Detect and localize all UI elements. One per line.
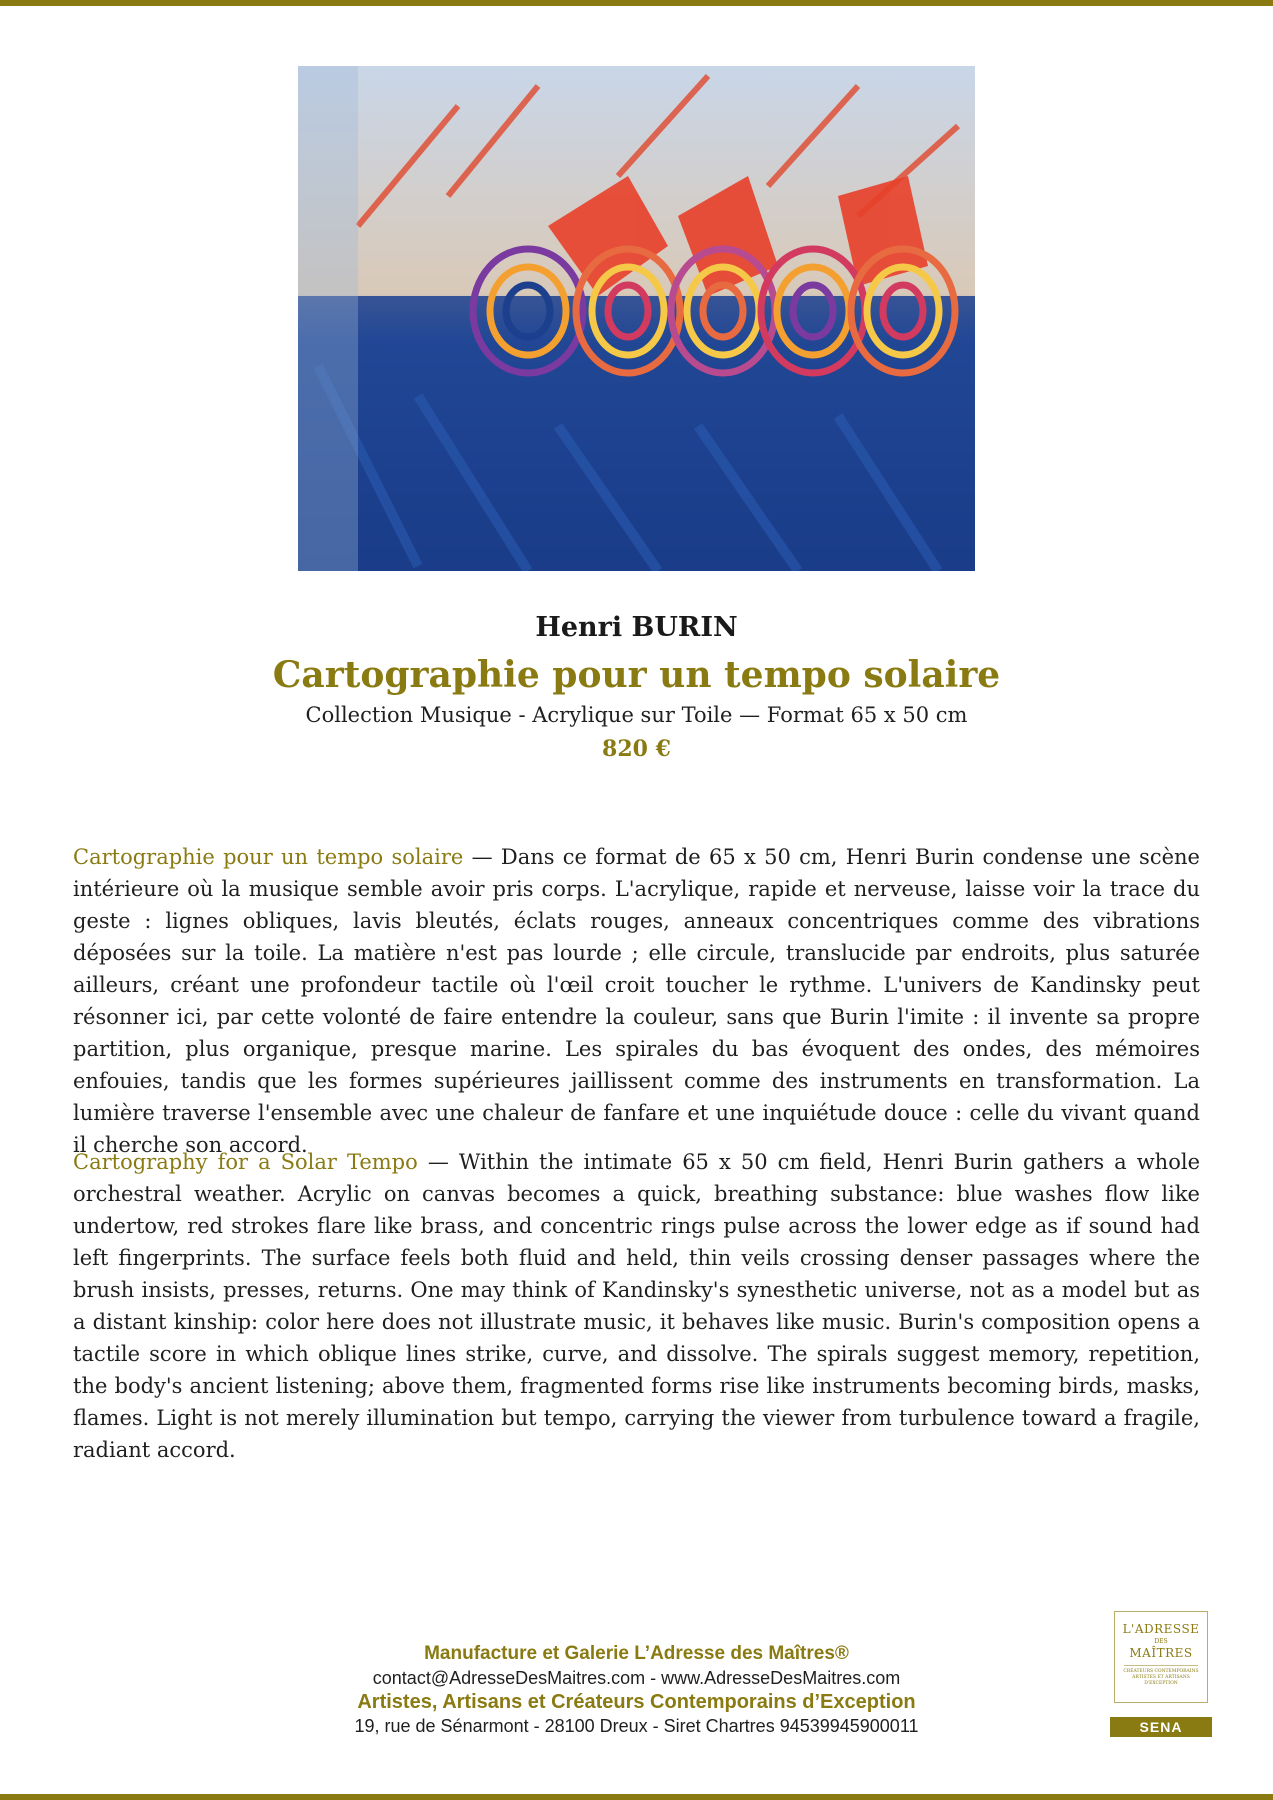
footer-address: 19, rue de Sénarmont - 28100 Dreux - Siret Chartres 94539945900011 <box>354 1716 919 1736</box>
footer-gallery-name: Manufacture et Galerie L’Adresse des Maîtres® <box>424 1643 849 1664</box>
logo-line-1: L'ADRESSE <box>1122 1622 1200 1636</box>
footer-tagline: Artistes, Artisans et Créateurs Contemporains d’Exception <box>357 1691 916 1713</box>
description-english-text: — Within the intimate 65 x 50 cm field, Henri Burin gathers a whole orchestral weather. Acrylic on canvas becomes a quick, breathing substance: blue washes flow like undertow, red strokes flare like brass, and concentric rings pulse across the lower edge as if sound had left fingerprints. The surface feels both fluid and held, thin veils crossing denser passages where the brush insists, presses, returns. One may think of Kandinsky's synesthetic universe, not as a model but as a distant kinship: color here does not illustrate music, it behaves like music. Burin's composition opens a tactile score in which oblique lines strike, curve, and dissolve. The spirals suggest memory, repetition, the body's ancient listening; above them, fragmented forms rise like instruments becoming birds, masks, flames. Light is not merely illumination but tempo, carrying the viewer from turbulence toward a fragile, radiant accord. <box>73 1150 1200 1462</box>
description-french-lead: Cartographie pour un tempo solaire <box>73 845 464 869</box>
logo-line-4: CRÉATEURS CONTEMPORAINS ARTISTES ET ARTISANS D'EXCEPTION <box>1123 1669 1199 1686</box>
description-english <box>73 1146 1200 1466</box>
bottom-rule <box>0 1794 1273 1800</box>
logo-divider <box>1124 1665 1198 1666</box>
artwork-specs: Collection Musique - Acrylique sur Toile — Format 65 x 50 cm <box>305 703 968 727</box>
description-french-text: — Dans ce format de 65 x 50 cm, Henri Burin condense une scène intérieure où la musique semble avoir pris corps. L'acrylique, rapide et nerveuse, laisse voir la trace du geste : lignes obliques, lavis bleutés, éclats rouges, anneaux concentriques comme des vibrations déposées sur la toile. La matière n'est pas lourde ; elle circule, translucide par endroits, plus saturée ailleurs, créant une profondeur tactile où l'œil croit toucher le rythme. L'univers de Kandinsky peut résonner ici, par cette volonté de faire entendre la couleur, sans que Burin l'imite : il invente sa propre partition, plus organique, presque marine. Les spirales du bas évoquent des ondes, des mémoires enfouies, tandis que les formes supérieures jaillissent comme des instruments en transformation. La lumière traverse l'ensemble avec une chaleur de fanfare et une inquiétude douce : celle du vivant quand il cherche son accord. <box>73 845 1200 1157</box>
description-english-lead: Cartography for a Solar Tempo <box>73 1150 418 1174</box>
gallery-logo <box>1114 1611 1208 1703</box>
sena-badge: SENA <box>1110 1717 1212 1737</box>
logo-line-3: MAÎTRES <box>1129 1646 1193 1660</box>
artwork-price: 820 € <box>602 736 671 762</box>
description-french <box>73 841 1200 1161</box>
artwork-title: Cartographie pour un tempo solaire <box>272 654 1001 696</box>
artist-name: Henri BURIN <box>535 612 738 643</box>
painting-illustration <box>298 66 975 571</box>
footer-contact: contact@AdresseDesMaitres.com - www.AdresseDesMaitres.com <box>372 1668 901 1688</box>
logo-line-2: DES <box>1154 1638 1168 1645</box>
artwork-image <box>298 66 975 571</box>
top-rule <box>0 0 1273 6</box>
